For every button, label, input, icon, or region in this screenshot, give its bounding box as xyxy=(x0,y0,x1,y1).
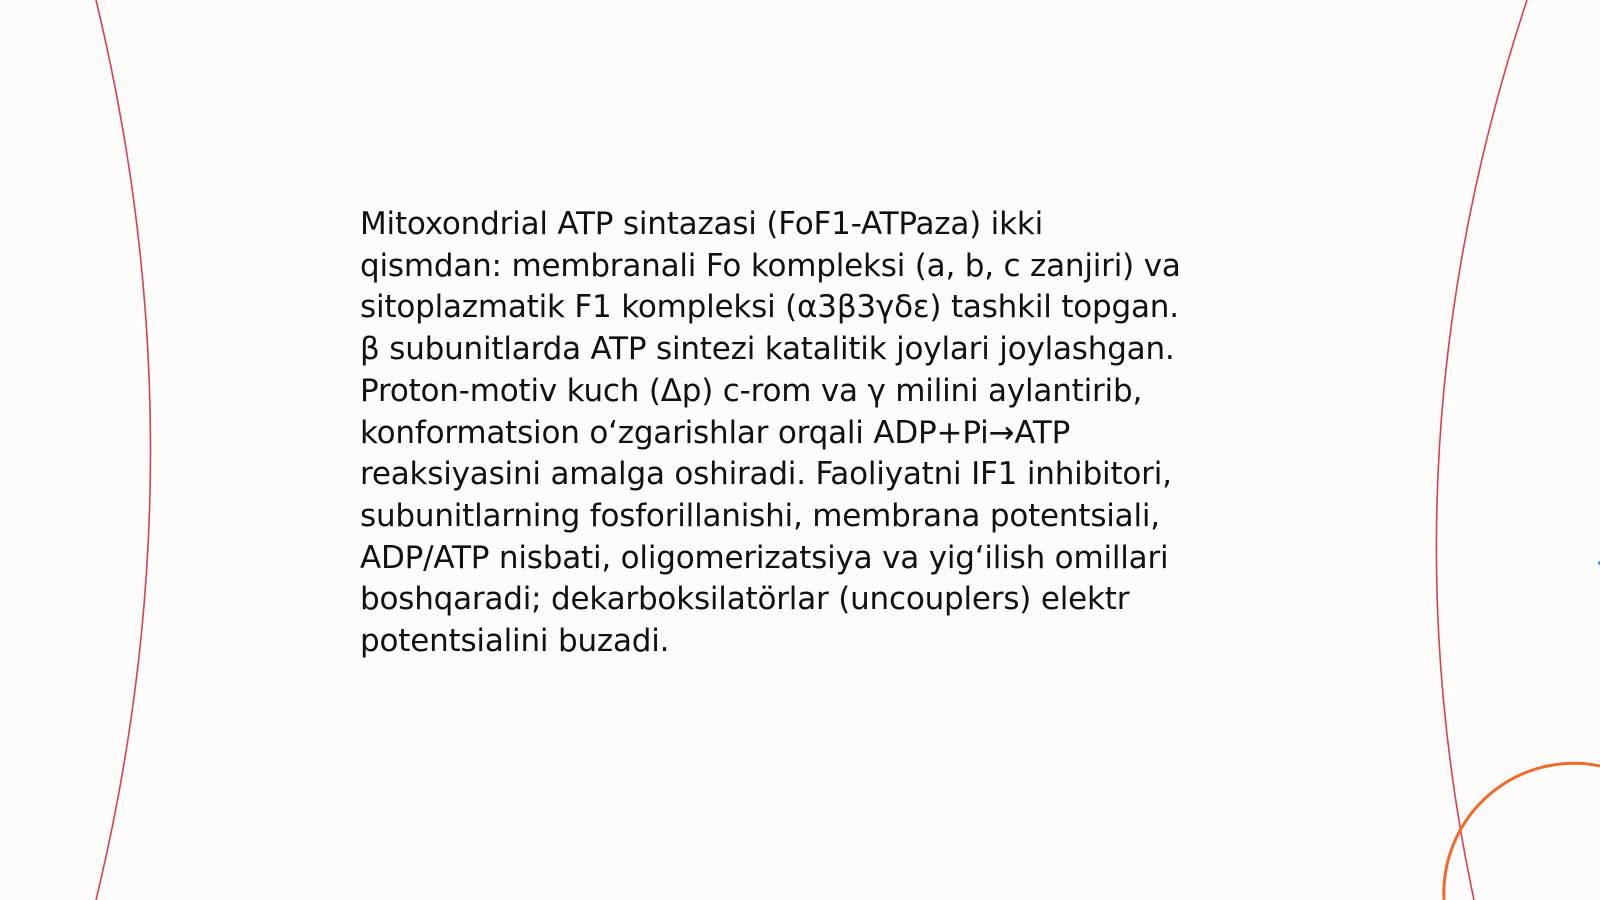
body-line: qismdan: membranali Fo kompleksi (a, b, c zanjiri) va xyxy=(360,247,1181,284)
body-line: potentsialini buzadi. xyxy=(360,623,670,660)
left-curve-line xyxy=(96,0,151,900)
body-line: boshqaradi; dekarboksilatörlar (uncouplers) elektr xyxy=(360,581,1130,618)
body-line: Mitoxondrial ATP sintazasi (FoF1-ATPaza) ikki xyxy=(360,206,1043,242)
right-curve-line xyxy=(1436,0,1527,900)
body-line: konformatsion oʻzgarishlar orqali ADP+Pi→ATP xyxy=(360,414,1071,451)
orange-arc xyxy=(1444,763,1600,900)
body-text xyxy=(360,204,1240,663)
body-line: subunitlarning fosforillanishi, membrana potentsiali, xyxy=(360,497,1160,534)
body-line: β subunitlarda ATP sintezi katalitik joylari joylashgan. xyxy=(360,331,1175,368)
body-line: ADP/ATP nisbati, oligomerizatsiya va yigʻilish omillari xyxy=(360,539,1169,576)
body-line: sitoplazmatik F1 kompleksi (α3β3γδε) tashkil topgan. xyxy=(360,289,1179,326)
body-line: reaksiyasini amalga oshiradi. Faoliyatni IF1 inhibitori, xyxy=(360,456,1172,493)
body-line: Proton-motiv kuch (Δp) c-rom va γ milini aylantirib, xyxy=(360,372,1143,409)
